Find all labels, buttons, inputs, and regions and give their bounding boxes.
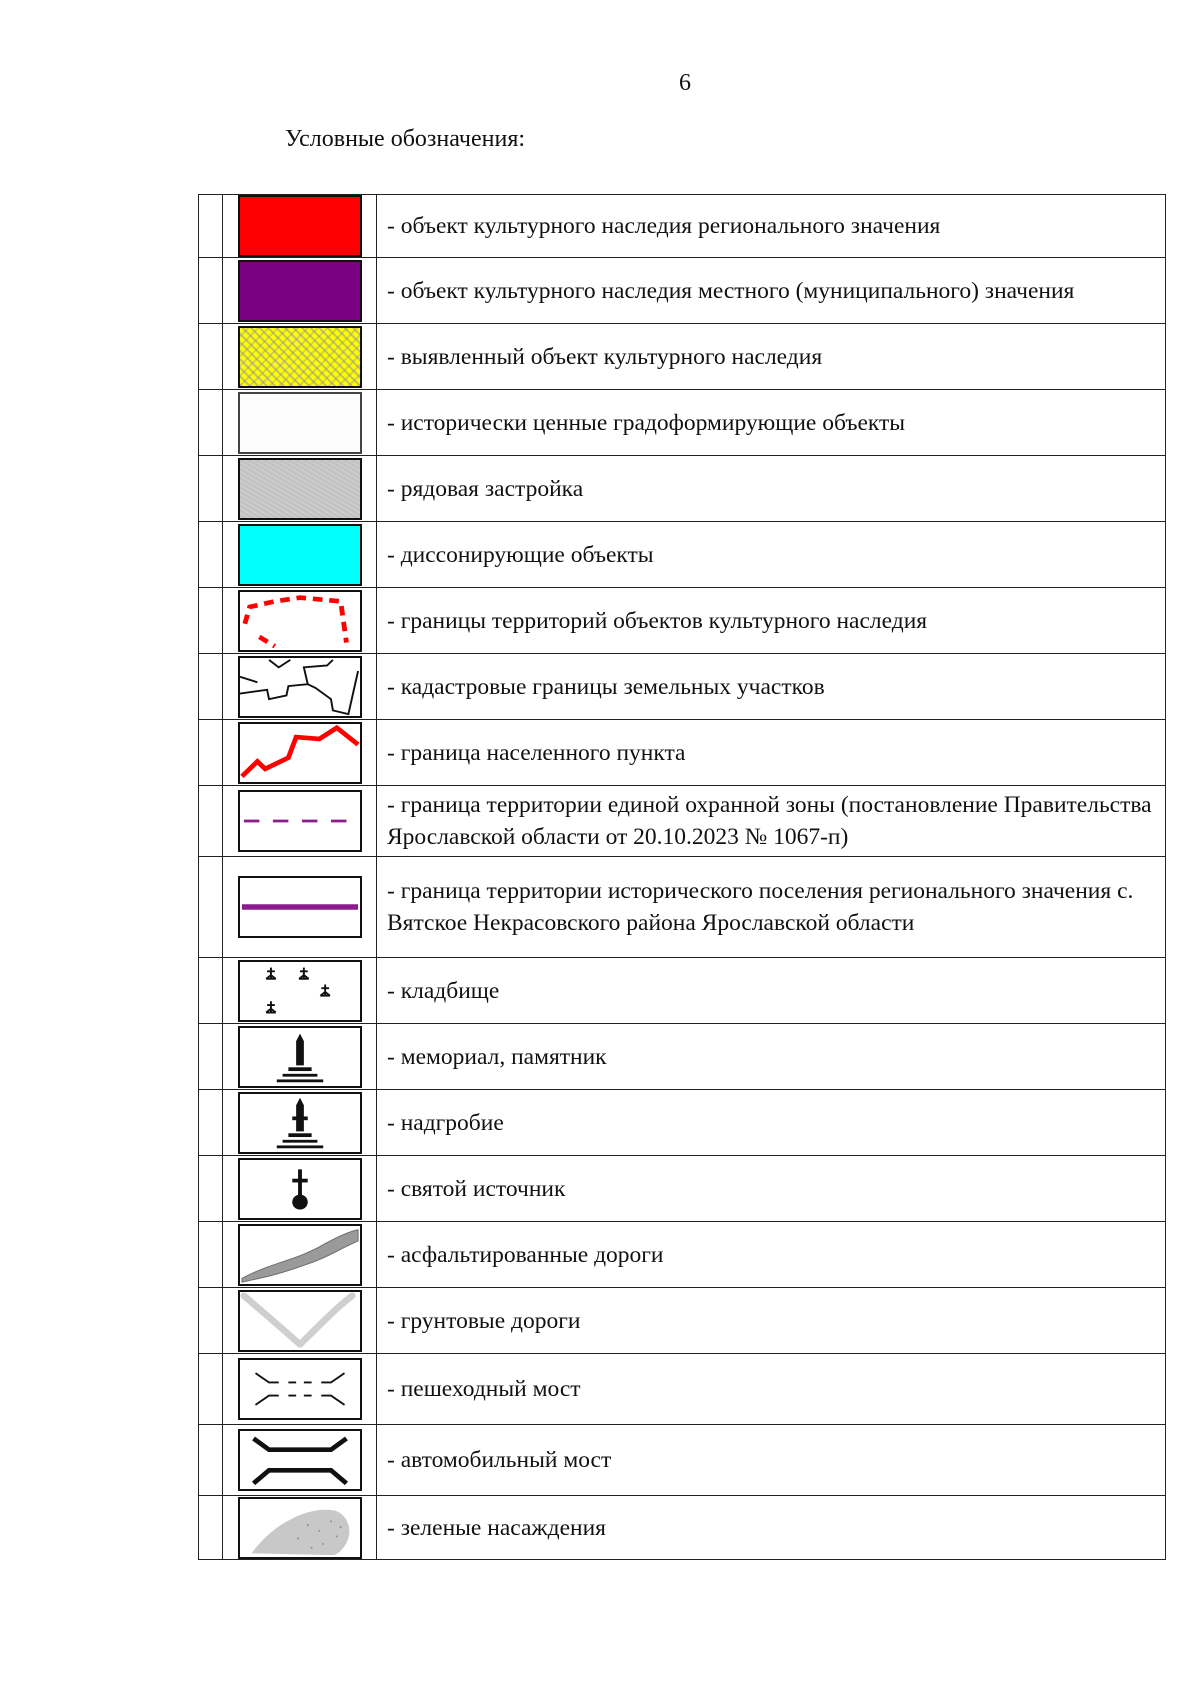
legend-text: - границы территорий объектов культурного наследия bbox=[377, 588, 1166, 654]
dirt-road-icon bbox=[238, 1290, 362, 1352]
legend-text: - объект культурного наследия регионального значения bbox=[377, 195, 1166, 258]
legend-text: - грунтовые дороги bbox=[377, 1288, 1166, 1354]
legend-text: - граница территории исторического поселения регионального значения с. Вятское Некрасовского района Ярославской области bbox=[377, 857, 1166, 958]
legend-row bbox=[199, 258, 1166, 324]
purple-dashed-line-icon bbox=[238, 790, 362, 852]
legend-row bbox=[199, 390, 1166, 456]
purple-fill-icon bbox=[238, 260, 362, 322]
legend-text: - асфальтированные дороги bbox=[377, 1222, 1166, 1288]
legend-row bbox=[199, 1222, 1166, 1288]
legend-row bbox=[199, 522, 1166, 588]
legend-row bbox=[199, 1156, 1166, 1222]
legend-row bbox=[199, 1024, 1166, 1090]
red-fill-icon bbox=[238, 195, 362, 257]
legend-row bbox=[199, 786, 1166, 857]
legend-text: - рядовая застройка bbox=[377, 456, 1166, 522]
road-bridge-icon bbox=[238, 1429, 362, 1491]
asphalt-road-icon bbox=[238, 1224, 362, 1286]
legend-row bbox=[199, 1354, 1166, 1425]
legend-row bbox=[199, 324, 1166, 390]
legend-row bbox=[199, 1425, 1166, 1496]
legend-text: - зеленые насаждения bbox=[377, 1496, 1166, 1560]
legend-text: - кладбище bbox=[377, 958, 1166, 1024]
legend-row bbox=[199, 1496, 1166, 1560]
purple-solid-line-icon bbox=[238, 876, 362, 938]
red-solid-boundary-icon bbox=[238, 722, 362, 784]
legend-text: - граница территории единой охранной зоны (постановление Правительства Ярославской области от 20.10.2023 № 1067-п) bbox=[377, 786, 1166, 857]
legend-text: - пешеходный мост bbox=[377, 1354, 1166, 1425]
legend-row bbox=[199, 857, 1166, 958]
legend-text: - граница населенного пункта bbox=[377, 720, 1166, 786]
green-space-icon bbox=[238, 1497, 362, 1559]
legend-row bbox=[199, 1090, 1166, 1156]
legend-row bbox=[199, 456, 1166, 522]
white-fill-icon bbox=[238, 392, 362, 454]
legend-text: - выявленный объект культурного наследия bbox=[377, 324, 1166, 390]
legend-text: - кадастровые границы земельных участков bbox=[377, 654, 1166, 720]
legend-text: - исторически ценные градоформирующие объекты bbox=[377, 390, 1166, 456]
legend-row bbox=[199, 588, 1166, 654]
yellow-hatch-icon bbox=[238, 326, 362, 388]
legend-text: - святой источник bbox=[377, 1156, 1166, 1222]
legend-text: - объект культурного наследия местного (муниципального) значения bbox=[377, 258, 1166, 324]
red-dashed-boundary-icon bbox=[238, 590, 362, 652]
legend-text: - автомобильный мост bbox=[377, 1425, 1166, 1496]
cadastral-boundary-icon bbox=[238, 656, 362, 718]
legend-row bbox=[199, 1288, 1166, 1354]
gravestone-icon bbox=[238, 1092, 362, 1154]
legend-text: - мемориал, памятник bbox=[377, 1024, 1166, 1090]
legend-row bbox=[199, 654, 1166, 720]
page-number: 6 bbox=[679, 70, 691, 96]
cyan-fill-icon bbox=[238, 524, 362, 586]
legend-text: - надгробие bbox=[377, 1090, 1166, 1156]
memorial-icon bbox=[238, 1026, 362, 1088]
legend-row bbox=[199, 958, 1166, 1024]
legend-row bbox=[199, 195, 1166, 258]
legend-row bbox=[199, 720, 1166, 786]
footbridge-icon bbox=[238, 1358, 362, 1420]
legend-table bbox=[198, 194, 1166, 1560]
legend-heading: Условные обозначения: bbox=[285, 126, 526, 152]
cemetery-icon bbox=[238, 960, 362, 1022]
gray-fill-icon bbox=[238, 458, 362, 520]
holy-spring-icon bbox=[238, 1158, 362, 1220]
legend-text: - диссонирующие объекты bbox=[377, 522, 1166, 588]
